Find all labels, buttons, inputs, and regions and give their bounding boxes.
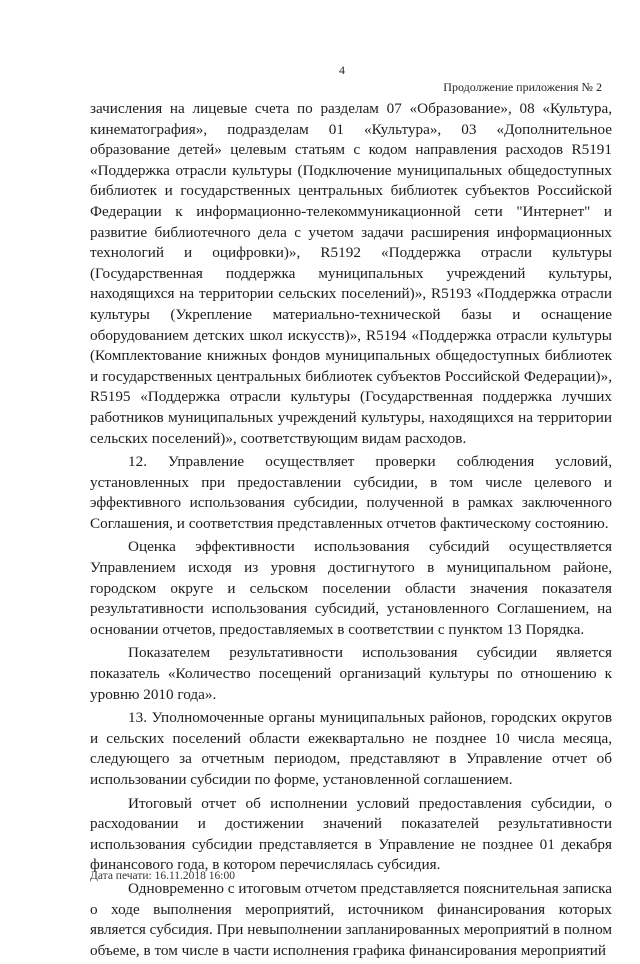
- document-body: [90, 99, 612, 964]
- paragraph-final-report: Итоговый отчет об исполнении условий предоставления субсидии, о расходовании и достижении значений показателей результативности использования субсидии представляется в Управление не позднее 01 декабря финансового года, в котором перечислялась субсидия.: [90, 794, 612, 874]
- paragraph-codes: зачисления на лицевые счета по разделам 07 «Образование», 08 «Культура, кинематография», подразделам 01 «Культура», 03 «Дополнительное образование детей» целевым статьям с кодом направления расходов R5191 «Поддержка отрасли культуры (Подключение муниципальных общедоступных библиотек и государственных центральных библиотек субъектов Российской Федерации к информационно-телекоммуникационной сети "Интернет" и развитие библиотечного дела с учетом задачи расширения информационных технологий и оцифровки)», R5192 «Поддержка отрасли культуры (Государственная поддержка муниципальных учреждений культуры, находящихся на территории сельских поселений)», R5193 «Поддержка отрасли культуры (Укрепление материально-технической базы и оснащение оборудованием детских школ искусств)», R5194 «Поддержка отрасли культуры (Комплектование книжных фондов муниципальных общедоступных библиотек и государственных центральных библиотек субъектов Российской Федерации)», R5195 «Поддержка отрасли культуры (Государственная поддержка лучших работников муниципальных учреждений культуры, находящихся на территории сельских поселений)», соответствующим видам расходов.: [90, 100, 612, 447]
- print-date: Дата печати: 16.11.2018 16:00: [90, 870, 236, 882]
- page-number: 4: [339, 63, 345, 77]
- paragraph-evaluation: Оценка эффективности использования субсидий осуществляется Управлением исходя из уровня достигнутого в муниципальном районе, городском округе и сельском поселении области значения показателя результативности использования субсидий, установленного Соглашением, на основании отчетов, предоставляемых в соответствии с пунктом 13 Порядка.: [90, 538, 612, 638]
- paragraph-12: 12. Управление осуществляет проверки соблюдения условий, установленных при предоставлении субсидии, в том числе целевого и эффективного использования субсидии, полученной в рамках заключенного Соглашения, и соответствия представленных отчетов фактическому состоянию.: [90, 453, 612, 532]
- continuation-header: Продолжение приложения № 2: [443, 80, 602, 94]
- paragraph-13: 13. Уполномоченные органы муниципальных районов, городских округов и сельских поселений области ежеквартально не позднее 10 числа месяца, следующего за отчетным периодом, представляют в Управление отчет об использовании субсидии по форме, установленной соглашением.: [90, 709, 612, 788]
- paragraph-explanatory-note: Одновременно с итоговым отчетом представляется пояснительная записка о ходе выполнения мероприятий, источником финансирования которых является субсидия. При невыполнении запланированных мероприятий в полном объеме, в том числе в части исполнения графика финансирования мероприятий: [90, 879, 612, 959]
- paragraph-indicator: Показателем результативности использования субсидии является показатель «Количество посещений организаций культуры по отношению к уровню 2010 года».: [90, 644, 612, 703]
